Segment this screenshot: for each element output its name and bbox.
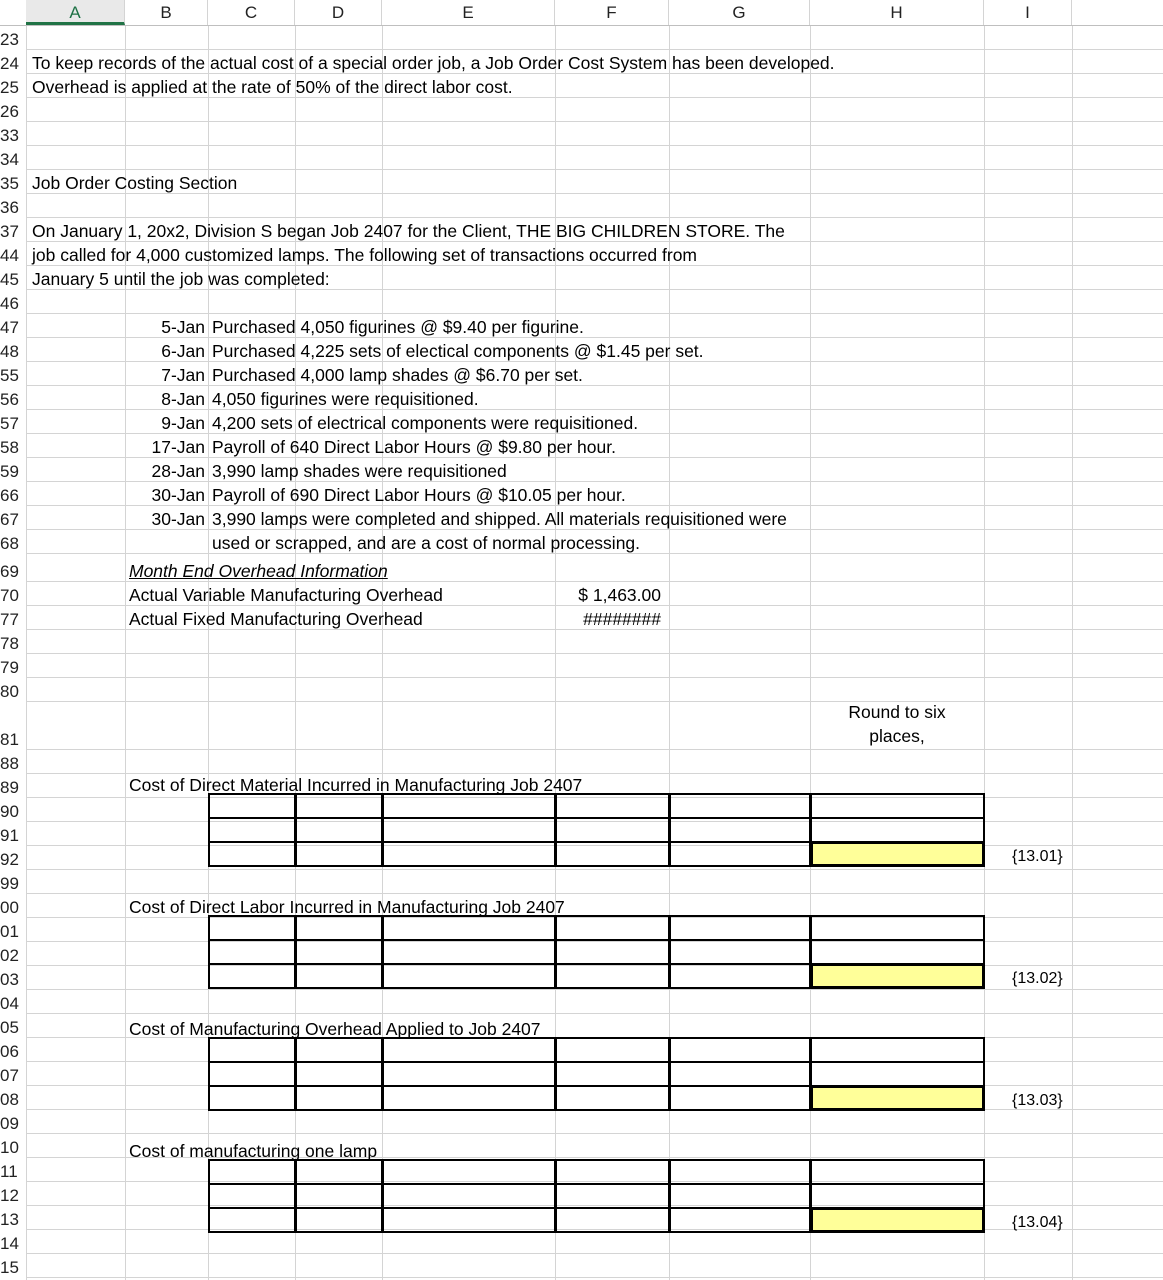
transaction-text[interactable]: Purchased 4,000 lamp shades @ $6.70 per set. <box>212 365 583 385</box>
work-cell[interactable] <box>669 841 811 867</box>
row-number[interactable]: 25 <box>0 78 19 97</box>
section-title-direct-material[interactable]: Cost of Direct Material Incurred in Manufacturing Job 2407 <box>129 775 583 795</box>
work-cell[interactable] <box>669 963 811 989</box>
transaction-date[interactable]: 28-Jan <box>151 461 205 481</box>
transaction-date[interactable]: 7-Jan <box>161 365 205 385</box>
work-cell[interactable] <box>810 1061 985 1087</box>
answer-cell[interactable] <box>810 841 985 867</box>
work-cell[interactable] <box>295 1061 383 1087</box>
overhead-heading[interactable]: Month End Overhead Information <box>129 561 388 581</box>
transaction-date[interactable]: 9-Jan <box>161 413 205 433</box>
row-number[interactable]: 13 <box>0 1210 19 1229</box>
transaction-date[interactable]: 30-Jan <box>151 509 205 529</box>
work-cell[interactable] <box>295 817 383 843</box>
transaction-date[interactable]: 5-Jan <box>161 317 205 337</box>
column-header-a[interactable]: A <box>26 0 125 25</box>
row-number[interactable]: 48 <box>0 342 19 361</box>
row-number[interactable]: 46 <box>0 294 19 313</box>
work-cell[interactable] <box>555 841 670 867</box>
row-number[interactable]: 09 <box>0 1114 19 1133</box>
grid-row <box>26 98 1163 122</box>
grid-row <box>26 678 1163 702</box>
grid-row <box>26 1254 1163 1278</box>
transaction-date[interactable]: 8-Jan <box>161 389 205 409</box>
section-title-overhead-applied[interactable]: Cost of Manufacturing Overhead Applied to Job 2407 <box>129 1019 541 1039</box>
work-cell[interactable] <box>382 1183 556 1209</box>
answer-ref: {13.02} <box>1012 970 1063 987</box>
work-cell[interactable] <box>555 963 670 989</box>
row-number[interactable]: 00 <box>0 898 19 917</box>
paragraph-line-1[interactable]: On January 1, 20x2, Division S began Job 2407 for the Client, THE BIG CHILDREN STORE. The <box>32 221 785 241</box>
column-header-c[interactable]: C <box>208 0 295 25</box>
work-cell[interactable] <box>555 1085 670 1111</box>
work-cell[interactable] <box>810 817 985 843</box>
section-title-direct-labor[interactable]: Cost of Direct Labor Incurred in Manufacturing Job 2407 <box>129 897 565 917</box>
row-number[interactable]: 02 <box>0 946 19 965</box>
row-number[interactable]: 91 <box>0 826 19 845</box>
work-cell[interactable] <box>208 1183 296 1209</box>
transaction-text[interactable]: Purchased 4,050 figurines @ $9.40 per figurine. <box>212 317 584 337</box>
row-number[interactable]: 77 <box>0 610 19 629</box>
work-cell[interactable] <box>810 793 985 819</box>
work-cell[interactable] <box>208 915 296 941</box>
work-cell[interactable] <box>555 1159 670 1185</box>
work-cell[interactable] <box>669 915 811 941</box>
column-header-f[interactable]: F <box>555 0 669 25</box>
grid-row <box>26 702 1163 750</box>
section-title-cost-per-lamp[interactable]: Cost of manufacturing one lamp <box>129 1141 378 1161</box>
row-number[interactable]: 55 <box>0 366 19 385</box>
row-number[interactable]: 33 <box>0 126 19 145</box>
grid-row <box>26 122 1163 146</box>
column-header-g[interactable]: G <box>669 0 810 25</box>
work-cell[interactable] <box>382 915 556 941</box>
transaction-continuation[interactable]: used or scrapped, and are a cost of normal processing. <box>212 533 641 553</box>
work-cell[interactable] <box>295 1207 383 1233</box>
work-cell[interactable] <box>555 817 670 843</box>
work-cell[interactable] <box>669 817 811 843</box>
grid-row <box>26 630 1163 654</box>
row-number[interactable]: 06 <box>0 1042 19 1061</box>
row-number[interactable]: 12 <box>0 1186 19 1205</box>
row-number[interactable]: 47 <box>0 318 19 337</box>
work-cell[interactable] <box>295 1037 383 1063</box>
intro-line-1[interactable]: To keep records of the actual cost of a special order job, a Job Order Cost System has been developed. <box>32 53 835 73</box>
row-number[interactable]: 23 <box>0 30 19 49</box>
row-number[interactable]: 04 <box>0 994 19 1013</box>
grid-row <box>26 146 1163 170</box>
intro-line-2[interactable]: Overhead is applied at the rate of 50% of the direct labor cost. <box>32 77 513 97</box>
work-cell[interactable] <box>382 1159 556 1185</box>
transaction-date[interactable]: 30-Jan <box>151 485 205 505</box>
fixed-overhead-value[interactable]: ######## <box>583 609 661 629</box>
transaction-text[interactable]: 4,200 sets of electrical components were requisitioned. <box>212 413 639 433</box>
row-number[interactable]: 44 <box>0 246 19 265</box>
work-cell[interactable] <box>208 939 296 965</box>
work-cell[interactable] <box>669 1207 811 1233</box>
work-cell[interactable] <box>382 817 556 843</box>
row-number[interactable]: 78 <box>0 634 19 653</box>
row-number[interactable]: 34 <box>0 150 19 169</box>
work-cell[interactable] <box>208 1159 296 1185</box>
answer-cell[interactable] <box>810 1207 985 1233</box>
work-cell[interactable] <box>295 939 383 965</box>
work-cell[interactable] <box>555 1183 670 1209</box>
row-number[interactable]: 36 <box>0 198 19 217</box>
round-note-line-2[interactable]: places, <box>869 726 925 746</box>
work-cell[interactable] <box>555 1207 670 1233</box>
transaction-text[interactable]: 4,050 figurines were requisitioned. <box>212 389 479 409</box>
grid-row <box>26 26 1163 50</box>
row-number[interactable]: 11 <box>0 1162 18 1181</box>
grid-row <box>26 194 1163 218</box>
work-cell[interactable] <box>208 793 296 819</box>
work-cell[interactable] <box>810 1159 985 1185</box>
work-cell[interactable] <box>208 1085 296 1111</box>
row-number[interactable]: 14 <box>0 1234 19 1253</box>
grid-row <box>26 990 1163 1014</box>
row-number[interactable]: 03 <box>0 970 19 989</box>
work-cell[interactable] <box>669 1085 811 1111</box>
work-cell[interactable] <box>555 1037 670 1063</box>
answer-ref: {13.01} <box>1012 848 1063 865</box>
work-cell[interactable] <box>382 939 556 965</box>
row-number[interactable]: 45 <box>0 270 19 289</box>
work-cell[interactable] <box>669 1037 811 1063</box>
answer-cell[interactable] <box>810 1085 985 1111</box>
work-cell[interactable] <box>295 1085 383 1111</box>
work-cell[interactable] <box>382 1085 556 1111</box>
work-cell[interactable] <box>669 939 811 965</box>
column-header-b[interactable]: B <box>125 0 208 25</box>
work-cell[interactable] <box>810 915 985 941</box>
work-cell[interactable] <box>208 963 296 989</box>
row-number[interactable]: 05 <box>0 1018 19 1037</box>
column-header-i[interactable]: I <box>984 0 1072 25</box>
grid-row <box>26 1110 1163 1134</box>
answer-ref: {13.04} <box>1012 1214 1063 1231</box>
work-cell[interactable] <box>382 963 556 989</box>
transaction-date[interactable]: 17-Jan <box>151 437 205 457</box>
work-cell[interactable] <box>810 939 985 965</box>
row-number[interactable]: 79 <box>0 658 19 677</box>
work-cell[interactable] <box>208 1061 296 1087</box>
row-number[interactable]: 56 <box>0 390 19 409</box>
column-header-h[interactable]: H <box>810 0 984 25</box>
work-cell[interactable] <box>555 915 670 941</box>
row-number[interactable]: 10 <box>0 1138 19 1157</box>
row-number[interactable]: 69 <box>0 562 19 581</box>
grid-row <box>26 1230 1163 1254</box>
work-cell[interactable] <box>295 841 383 867</box>
work-cell[interactable] <box>555 1061 670 1087</box>
column-header-bar <box>0 0 1163 26</box>
row-number[interactable]: 57 <box>0 414 19 433</box>
round-note-line-1[interactable]: Round to six <box>848 702 946 722</box>
row-number[interactable]: 88 <box>0 754 19 773</box>
work-cell[interactable] <box>555 793 670 819</box>
answer-ref: {13.03} <box>1012 1092 1063 1109</box>
work-cell[interactable] <box>295 1183 383 1209</box>
fixed-overhead-label[interactable]: Actual Fixed Manufacturing Overhead <box>129 609 423 629</box>
row-number[interactable]: 01 <box>0 922 19 941</box>
paragraph-line-2[interactable]: job called for 4,000 customized lamps. The following set of transactions occurred from <box>32 245 697 265</box>
grid-row <box>26 750 1163 774</box>
transaction-text[interactable]: 3,990 lamps were completed and shipped. All materials requisitioned were <box>212 509 787 529</box>
column-header-d[interactable]: D <box>295 0 382 25</box>
work-cell[interactable] <box>382 793 556 819</box>
row-number[interactable]: 58 <box>0 438 19 457</box>
row-number[interactable]: 35 <box>0 174 19 193</box>
work-cell[interactable] <box>208 1037 296 1063</box>
row-number[interactable]: 68 <box>0 534 19 553</box>
row-number[interactable]: 80 <box>0 682 19 701</box>
work-cell[interactable] <box>382 1061 556 1087</box>
work-cell[interactable] <box>669 1159 811 1185</box>
row-number[interactable]: 08 <box>0 1090 19 1109</box>
row-number[interactable]: 99 <box>0 874 19 893</box>
variable-overhead-label[interactable]: Actual Variable Manufacturing Overhead <box>129 585 443 605</box>
row-number[interactable]: 90 <box>0 802 19 821</box>
row-number[interactable]: 24 <box>0 54 19 73</box>
row-header-bar <box>0 0 26 1280</box>
grid-row <box>26 870 1163 894</box>
row-number[interactable]: 89 <box>0 778 19 797</box>
work-cell[interactable] <box>810 1183 985 1209</box>
work-cell[interactable] <box>669 1061 811 1087</box>
work-cell[interactable] <box>208 817 296 843</box>
grid-row <box>26 290 1163 314</box>
section-title[interactable]: Job Order Costing Section <box>32 173 238 193</box>
row-number[interactable]: 92 <box>0 850 19 869</box>
transaction-date[interactable]: 6-Jan <box>161 341 205 361</box>
transaction-text[interactable]: Payroll of 690 Direct Labor Hours @ $10.05 per hour. <box>212 485 626 505</box>
transaction-text[interactable]: Purchased 4,225 sets of electical components @ $1.45 per set. <box>212 341 704 361</box>
work-cell[interactable] <box>295 1159 383 1185</box>
variable-overhead-value[interactable]: $ 1,463.00 <box>578 585 661 605</box>
work-cell[interactable] <box>295 915 383 941</box>
row-number[interactable]: 07 <box>0 1066 19 1085</box>
work-cell[interactable] <box>295 963 383 989</box>
transaction-text[interactable]: Payroll of 640 Direct Labor Hours @ $9.80 per hour. <box>212 437 616 457</box>
row-number[interactable]: 37 <box>0 222 19 241</box>
work-cell[interactable] <box>555 939 670 965</box>
row-number[interactable]: 81 <box>0 730 19 749</box>
row-number[interactable]: 70 <box>0 586 19 605</box>
work-cell[interactable] <box>382 841 556 867</box>
work-cell[interactable] <box>382 1207 556 1233</box>
work-cell[interactable] <box>810 1037 985 1063</box>
column-header-e[interactable]: E <box>382 0 555 25</box>
work-cell[interactable] <box>208 1207 296 1233</box>
work-cell[interactable] <box>295 793 383 819</box>
row-number[interactable]: 67 <box>0 510 19 529</box>
answer-cell[interactable] <box>810 963 985 989</box>
work-cell[interactable] <box>669 1183 811 1209</box>
work-cell[interactable] <box>208 841 296 867</box>
row-number[interactable]: 26 <box>0 102 19 121</box>
transaction-text[interactable]: 3,990 lamp shades were requisitioned <box>212 461 507 481</box>
grid-row <box>26 654 1163 678</box>
row-number[interactable]: 15 <box>0 1258 19 1277</box>
row-number[interactable]: 66 <box>0 486 19 505</box>
row-number[interactable]: 59 <box>0 462 19 481</box>
work-cell[interactable] <box>382 1037 556 1063</box>
work-cell[interactable] <box>669 793 811 819</box>
paragraph-line-3[interactable]: January 5 until the job was completed: <box>32 269 330 289</box>
